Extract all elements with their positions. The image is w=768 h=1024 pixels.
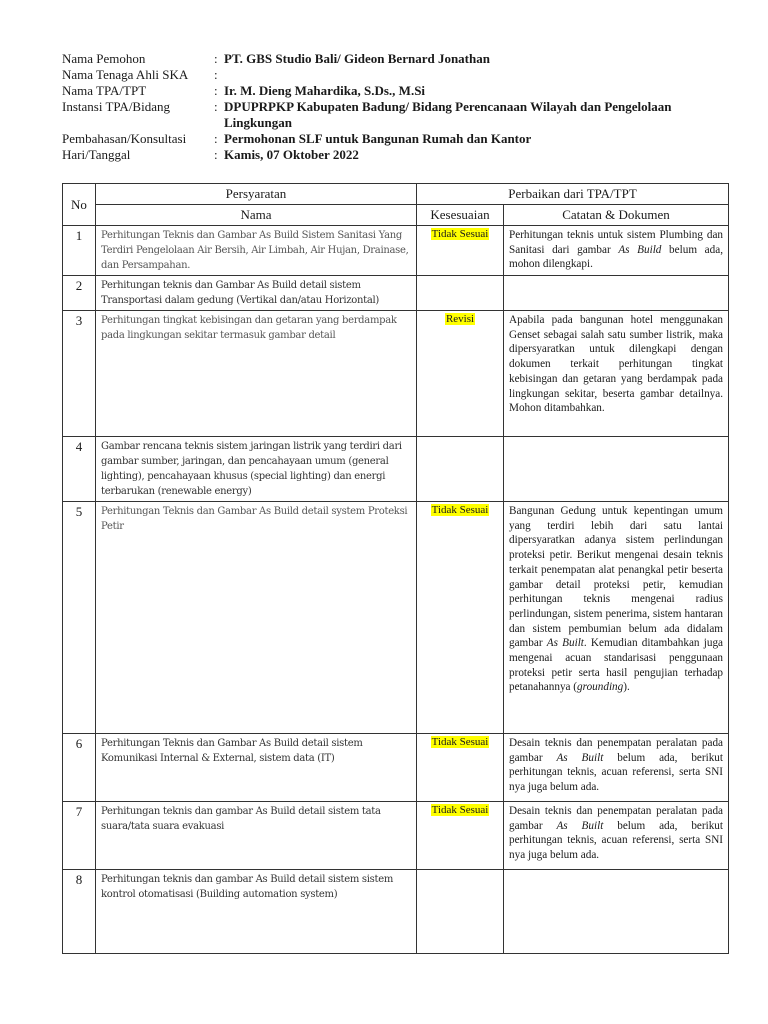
requirement-text: Perhitungan Teknis dan Gambar As Build detail system Proteksi Petir — [96, 502, 417, 734]
col-perbaikan-header: Perbaikan dari TPA/TPT — [417, 184, 729, 205]
status-badge: Revisi — [445, 313, 475, 325]
header-row-tanggal: Hari/Tanggal : Kamis, 07 Oktober 2022 — [62, 147, 742, 163]
table-row — [63, 276, 729, 311]
status-badge: Tidak Sesuai — [431, 504, 489, 516]
col-persyaratan-header: Persyaratan — [96, 184, 417, 205]
requirement-text: Perhitungan teknis dan gambar As Build detail sistem sistem kontrol otomatisasi (Building automation system) — [96, 870, 417, 954]
requirements-table — [62, 183, 729, 954]
requirement-text: Perhitungan teknis dan gambar As Build detail sistem tata suara/tata suara evakuasi — [96, 802, 417, 870]
table-row — [63, 734, 729, 802]
note-text — [504, 870, 729, 954]
header-label: Nama Pemohon — [62, 51, 146, 66]
row-number: 3 — [63, 311, 96, 437]
note-text — [504, 437, 729, 502]
row-number: 7 — [63, 802, 96, 870]
header-row-tenaga-ahli: Nama Tenaga Ahli SKA : — [62, 67, 742, 83]
note-text: Perhitungan teknis untuk sistem Plumbing dan Sanitasi dari gambar As Build belum ada, mohon dilengkapi. — [504, 226, 729, 276]
col-catatan-header: Catatan & Dokumen — [504, 205, 729, 226]
header-value: Permohonan SLF untuk Bangunan Rumah dan Kantor — [224, 131, 532, 146]
status-badge: Tidak Sesuai — [431, 804, 489, 816]
status-badge: Tidak Sesuai — [431, 228, 489, 240]
header-label: Instansi TPA/Bidang — [62, 99, 170, 114]
row-number: 4 — [63, 437, 96, 502]
table-row — [63, 437, 729, 502]
header-value — [224, 67, 742, 83]
note-text — [504, 276, 729, 311]
header-label: Nama Tenaga Ahli SKA — [62, 67, 189, 82]
requirement-text: Perhitungan tingkat kebisingan dan getaran yang berdampak pada lingkungan sekitar termasuk gambar detail — [96, 311, 417, 437]
requirement-text: Perhitungan teknis dan Gambar As Build detail sistem Transportasi dalam gedung (Vertikal dan/atau Horizontal) — [96, 276, 417, 311]
requirement-text: Perhitungan Teknis dan Gambar As Build detail sistem Komunikasi Internal & External, sistem data (IT) — [96, 734, 417, 802]
note-text: Apabila pada bangunan hotel menggunakan Genset sebagai salah satu sumber listrik, maka dipersyaratkan untuk dilengkapi dengan dokumen terkait perhitungan tingkat kebisingan dan getaran yang berdampak pada lingkungan sekitar, beserta gambar detailnya. Mohon ditambahkan. — [504, 311, 729, 437]
requirement-text: Gambar rencana teknis sistem jaringan listrik yang terdiri dari gambar sumber, jaringan, dan pencahayaan umum (general lighting), pencahayaan khusus (special lighting) dan energi terbarukan (renewable energy) — [96, 437, 417, 502]
table-row — [63, 870, 729, 954]
row-number: 8 — [63, 870, 96, 954]
table-row — [63, 502, 729, 734]
table-row — [63, 226, 729, 276]
row-number: 1 — [63, 226, 96, 276]
col-kesesuaian-header: Kesesuaian — [417, 205, 504, 226]
header-row-nama-pemohon: Nama Pemohon : PT. GBS Studio Bali/ Gideon Bernard Jonathan — [62, 51, 742, 67]
header-row-pembahasan: Pembahasan/Konsultasi : Permohonan SLF untuk Bangunan Rumah dan Kantor — [62, 131, 742, 147]
row-number: 6 — [63, 734, 96, 802]
table-row — [63, 802, 729, 870]
header-label: Nama TPA/TPT — [62, 83, 147, 98]
note-text: Desain teknis dan penempatan peralatan pada gambar As Built belum ada, berikut perhitungan teknis, acuan referensi, serta SNI nya juga belum ada. — [504, 802, 729, 870]
table-row — [63, 311, 729, 437]
col-no-header: No — [63, 184, 96, 226]
header-value: Kamis, 07 Oktober 2022 — [224, 147, 359, 162]
applicant-header — [62, 51, 742, 163]
note-text: Desain teknis dan penempatan peralatan pada gambar As Built belum ada, berikut perhitungan teknis, acuan referensi, serta SNI nya juga belum ada. — [504, 734, 729, 802]
header-value: DPUPRPKP Kabupaten Badung/ Bidang Perencanaan Wilayah dan Pengelolaan Lingkungan — [224, 99, 672, 130]
row-number: 2 — [63, 276, 96, 311]
requirement-text: Perhitungan Teknis dan Gambar As Build Sistem Sanitasi Yang Terdiri Pengelolaan Air Bersih, Air Limbah, Air Hujan, Drainase, dan Persampahan. — [96, 226, 417, 276]
row-number: 5 — [63, 502, 96, 734]
col-nama-header: Nama — [96, 205, 417, 226]
header-row-instansi: Instansi TPA/Bidang : DPUPRPKP Kabupaten Badung/ Bidang Perencanaan Wilayah dan Pengelolaan Lingkungan — [62, 99, 742, 131]
status-badge: Tidak Sesuai — [431, 736, 489, 748]
header-value: Ir. M. Dieng Mahardika, S.Ds., M.Si — [224, 83, 426, 98]
header-label: Pembahasan/Konsultasi — [62, 131, 187, 146]
note-text: Bangunan Gedung untuk kepentingan umum yang terdiri lebih dari satu lantai dipersyaratkan adanya sistem perlindungan proteksi petir. Berikut mengenai desain teknis terkait penempatan alat penangkal petir beserta gambar detail proteksi petir, kemudian perhitungan teknis mengenai radius perlindungan, sistem penerima, sistem hantaran dan sistem pembumian belum ada didalam gambar As Built. Kemudian ditambahkan juga mengenai acuan standarisasi penggunaan proteksi petir serta hasil pengujian terhadap petanahannya (grounding). — [504, 502, 729, 734]
header-value: PT. GBS Studio Bali/ Gideon Bernard Jonathan — [224, 51, 490, 66]
header-row-tpa: Nama TPA/TPT : Ir. M. Dieng Mahardika, S.Ds., M.Si — [62, 83, 742, 99]
header-label: Hari/Tanggal — [62, 147, 131, 162]
